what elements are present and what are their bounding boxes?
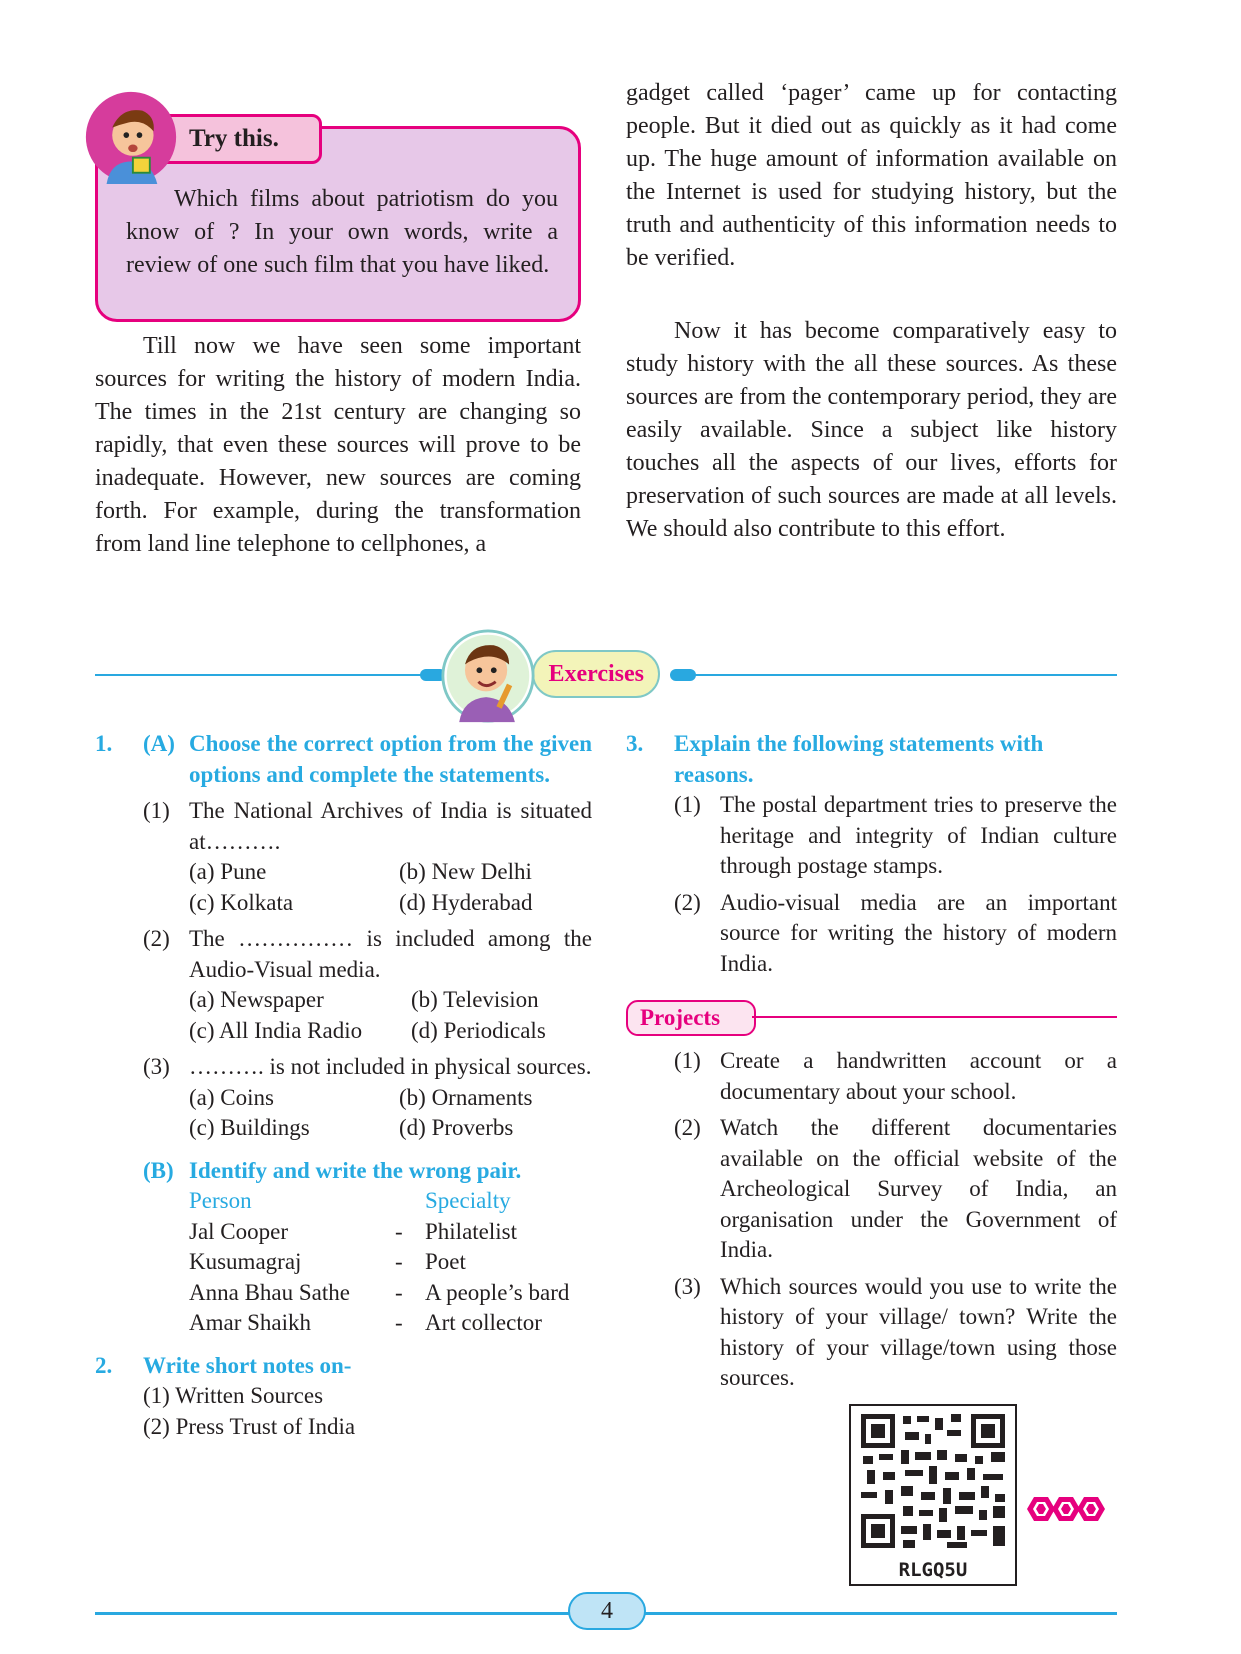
specialty: Art collector [425, 1310, 542, 1335]
project-item [674, 1046, 1117, 1107]
exercises-line-cap-right [670, 669, 696, 681]
item-number: (2) [674, 889, 701, 915]
q2-number: 2. [95, 1352, 113, 1378]
item-text: Create a handwritten account or a documentary about your school. [720, 1048, 1117, 1104]
q3-item [674, 888, 1117, 980]
option: (a) Coins [189, 1084, 274, 1110]
exercises-title: Exercises [532, 650, 660, 698]
wrong-pair-table [143, 1186, 592, 1339]
q3-number: 3. [626, 731, 644, 756]
option: (b) New Delhi [399, 859, 532, 884]
projects-list [674, 1046, 1117, 1394]
projects-title: Projects [626, 1000, 756, 1036]
item-number: (1) [674, 1048, 701, 1073]
qr-code-label: RLGQ5U [898, 1559, 968, 1581]
item-text: Which sources would you use to write the history of your village/ town? Write the history of your village/town using those sources. [720, 1273, 1117, 1390]
q3-instruction: Explain the following statements with reasons. [674, 731, 1044, 787]
boy-avatar-icon [440, 628, 536, 724]
q1-partB-label: (B) [143, 1157, 174, 1183]
dash: - [395, 1249, 403, 1274]
item-number: (2) [674, 1115, 701, 1140]
q3-item [674, 790, 1117, 882]
item-text: Watch the different documentaries available on the official website of the Archeological Survey of India, an organisation under the Government of India. [720, 1115, 1117, 1262]
exercises-right-column [626, 729, 1117, 979]
column-header-person: Person [189, 1188, 252, 1213]
column-header-specialty: Specialty [425, 1188, 511, 1213]
left-paragraph: Till now we have seen some important sources for writing the history of modern India. The times in the 21st century are changing so rapidly, that even these sources will prove to be inadequate. However, new sources are coming forth. For example, during the transformation from land line telephone to cellphones, a [95, 333, 581, 557]
q1-partA-instruction: Choose the correct option from the given options and complete the statements. [189, 731, 592, 787]
exercises-line-left [95, 674, 425, 676]
q1-number: 1. [95, 731, 113, 756]
option: (b) Television [411, 987, 539, 1012]
q1-item-2 [143, 924, 592, 1046]
dash: - [395, 1279, 403, 1305]
q2-instruction: Write short notes on- [143, 1352, 352, 1378]
page-number: 4 [568, 1592, 646, 1630]
try-this-text: Which films about patriotism do you know of ? In your own words, write a review of one such film that you have liked. [126, 186, 558, 278]
option: (d) Proverbs [399, 1115, 514, 1140]
item-text: The National Archives of India is situated at………. [189, 798, 592, 854]
option: (d) Periodicals [411, 1017, 546, 1043]
pair-row [189, 1278, 592, 1309]
specialty: A people’s bard [425, 1279, 570, 1305]
specialty: Philatelist [425, 1218, 517, 1244]
item-text: ………. is not included in physical sources. [189, 1054, 592, 1079]
option: (c) Kolkata [189, 889, 294, 915]
option: (c) All India Radio [189, 1017, 363, 1043]
item-text: Audio-visual media are an important source for writing the history of modern India. [720, 889, 1117, 976]
right-paragraph-2: Now it has become comparatively easy to study history with the all these sources. As these sources are from the contemporary period, they are easily available. Since a subject like history touches all the aspects of our lives, efforts for preservation of such sources are made at all levels. We should also contribute to this effort. [626, 318, 1117, 542]
q1-partB-instruction: Identify and write the wrong pair. [189, 1157, 522, 1183]
exercises-left-column [95, 729, 592, 1442]
item-number: (2) [143, 926, 170, 951]
person: Amar Shaikh [189, 1310, 312, 1335]
item-number: (3) [143, 1054, 170, 1079]
dash: - [395, 1218, 403, 1244]
item-number: (1) [674, 792, 701, 817]
item-text: The postal department tries to preserve the heritage and integrity of Indian culture through postage stamps. [720, 792, 1117, 878]
exercises-line-right [690, 674, 1117, 676]
item-text: The …………… is included among the Audio-Visual media. [189, 926, 592, 982]
option: (c) Buildings [189, 1115, 310, 1140]
projects-line [752, 1016, 1117, 1018]
option: (a) Pune [189, 859, 267, 884]
person: Anna Bhau Sathe [189, 1279, 350, 1305]
q1-item-3 [143, 1052, 592, 1144]
boy-avatar-icon [84, 90, 178, 184]
pair-row [189, 1217, 592, 1248]
item-number: (1) [143, 798, 170, 823]
right-paragraph-1: gadget called ‘pager’ came up for contacting people. But it died out as quickly as it had come up. The huge amount of information available on the Internet is used for studying history, but the truth and authenticity of this information needs to be verified. [626, 80, 1117, 271]
q1-item-1 [143, 796, 592, 918]
q2-item: (1) Written Sources [143, 1383, 324, 1408]
item-number: (3) [674, 1273, 701, 1299]
option: (d) Hyderabad [399, 889, 533, 915]
qr-code-icon [851, 1406, 1015, 1556]
person: Jal Cooper [189, 1218, 289, 1244]
q2-item: (2) Press Trust of India [143, 1413, 356, 1439]
option: (b) Ornaments [399, 1084, 533, 1110]
specialty: Poet [425, 1249, 466, 1274]
option: (a) Newspaper [189, 987, 324, 1012]
project-item [674, 1113, 1117, 1266]
person: Kusumagraj [189, 1249, 302, 1274]
project-item [674, 1272, 1117, 1394]
pair-row [189, 1247, 592, 1278]
try-this-title: Try this. [152, 114, 322, 164]
pair-row [189, 1308, 592, 1339]
q1-partA-label: (A) [143, 731, 175, 756]
dash: - [395, 1310, 403, 1335]
hexagon-ornament-icon [1025, 1493, 1105, 1525]
